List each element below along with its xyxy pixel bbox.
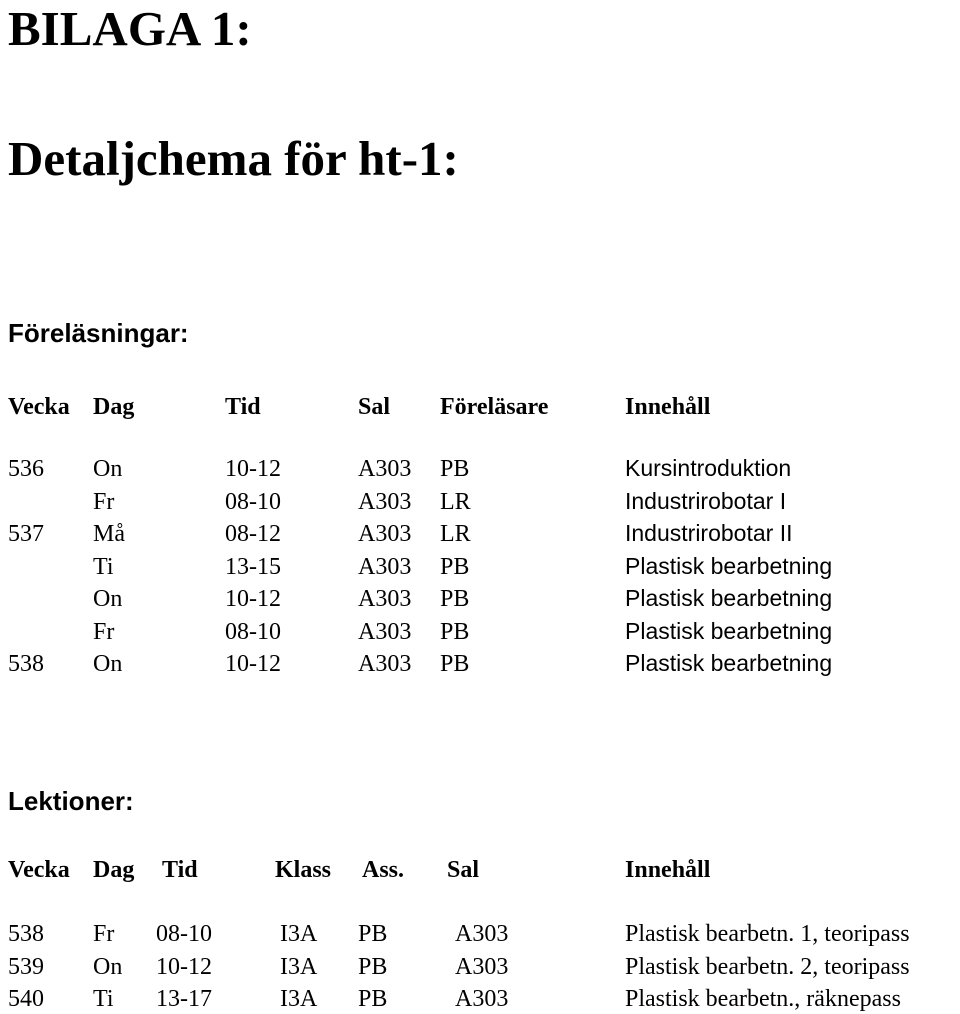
lessons-col-tid: Tid [162, 857, 198, 883]
lessons-cell-klass: I3A [280, 986, 318, 1012]
lessons-cell-dag: Ti [93, 986, 114, 1012]
lessons-cell-ass: PB [358, 953, 388, 980]
lectures-cell-dag: On [93, 651, 123, 677]
lectures-cell-forelasare: PB [440, 456, 470, 482]
lectures-cell-tid: 10-12 [225, 586, 281, 612]
lessons-col-sal: Sal [447, 857, 480, 883]
lectures-cell-sal: A303 [358, 456, 412, 482]
lessons-cell-dag: Fr [93, 921, 115, 947]
lectures-col-sal: Sal [358, 394, 391, 420]
lectures-cell-vecka: 538 [8, 651, 44, 677]
lessons-cell-sal: A303 [455, 986, 509, 1012]
lessons-cell-tid: 13-17 [156, 986, 212, 1012]
lessons-col-innehall: Innehåll [625, 857, 711, 883]
lessons-cell-tid: 08-10 [156, 921, 212, 947]
lectures-cell-vecka: 536 [8, 456, 44, 482]
lectures-cell-forelasare: PB [440, 586, 470, 612]
document-subtitle: Detaljchema för ht-1: [8, 131, 459, 186]
lectures-cell-dag: Ti [93, 553, 114, 580]
lectures-col-forelasare: Föreläsare [440, 394, 549, 420]
lectures-col-innehall: Innehåll [625, 394, 711, 420]
lectures-cell-tid: 10-12 [225, 651, 281, 677]
lectures-cell-forelasare: PB [440, 618, 470, 645]
lessons-col-klass: Klass [275, 857, 332, 883]
lectures-cell-sal: A303 [358, 586, 412, 612]
lectures-cell-dag: Fr [93, 488, 115, 515]
lessons-cell-ass: PB [358, 986, 388, 1012]
lectures-cell-tid: 10-12 [225, 456, 281, 482]
lectures-cell-forelasare: LR [440, 521, 471, 547]
lectures-cell-dag: Fr [93, 618, 115, 645]
lectures-cell-dag: On [93, 586, 123, 612]
lectures-cell-vecka: 537 [8, 521, 44, 547]
lessons-cell-vecka: 540 [8, 986, 44, 1012]
lessons-heading: Lektioner: [8, 786, 134, 816]
lectures-cell-innehall: Plastisk bearbetning [625, 617, 833, 644]
lessons-cell-vecka: 538 [8, 921, 44, 947]
lectures-col-tid: Tid [225, 394, 261, 420]
lectures-cell-innehall: Industrirobotar I [625, 487, 787, 514]
document-title: BILAGA 1: [8, 1, 252, 56]
lectures-cell-forelasare: PB [440, 553, 470, 580]
lectures-cell-innehall: Industrirobotar II [625, 520, 793, 546]
lectures-cell-dag: On [93, 456, 123, 482]
lessons-cell-innehall: Plastisk bearbetn., räknepass [625, 986, 901, 1012]
lessons-cell-innehall: Plastisk bearbetn. 1, teoripass [625, 921, 910, 947]
lectures-cell-innehall: Plastisk bearbetning [625, 650, 833, 676]
lectures-cell-forelasare: LR [440, 488, 471, 515]
lectures-cell-sal: A303 [358, 488, 412, 515]
lessons-cell-sal: A303 [455, 921, 509, 947]
lessons-col-ass: Ass. [362, 857, 405, 883]
lectures-cell-innehall: Kursintroduktion [625, 455, 792, 481]
lectures-col-dag: Dag [93, 394, 135, 420]
lessons-cell-ass: PB [358, 921, 388, 947]
lessons-cell-dag: On [93, 953, 123, 980]
lectures-cell-tid: 08-12 [225, 521, 281, 547]
lectures-cell-innehall: Plastisk bearbetning [625, 585, 833, 611]
lectures-cell-dag: Må [93, 521, 125, 547]
lectures-cell-sal: A303 [358, 618, 412, 645]
lessons-col-vecka: Vecka [8, 857, 70, 883]
lectures-cell-tid: 08-10 [225, 618, 281, 645]
lessons-cell-tid: 10-12 [156, 953, 212, 980]
lectures-cell-tid: 13-15 [225, 553, 281, 580]
lectures-cell-tid: 08-10 [225, 488, 281, 515]
lessons-col-dag: Dag [93, 857, 135, 883]
lessons-cell-sal: A303 [455, 953, 509, 980]
lessons-cell-vecka: 539 [8, 953, 44, 980]
lectures-cell-innehall: Plastisk bearbetning [625, 552, 833, 579]
lectures-heading: Föreläsningar: [8, 318, 189, 348]
lectures-col-vecka: Vecka [8, 394, 70, 420]
lectures-cell-forelasare: PB [440, 651, 470, 677]
lectures-cell-sal: A303 [358, 553, 412, 580]
lectures-cell-sal: A303 [358, 651, 412, 677]
lessons-cell-klass: I3A [280, 953, 318, 980]
lessons-cell-innehall: Plastisk bearbetn. 2, teoripass [625, 953, 910, 980]
lectures-cell-sal: A303 [358, 521, 412, 547]
lessons-cell-klass: I3A [280, 921, 318, 947]
